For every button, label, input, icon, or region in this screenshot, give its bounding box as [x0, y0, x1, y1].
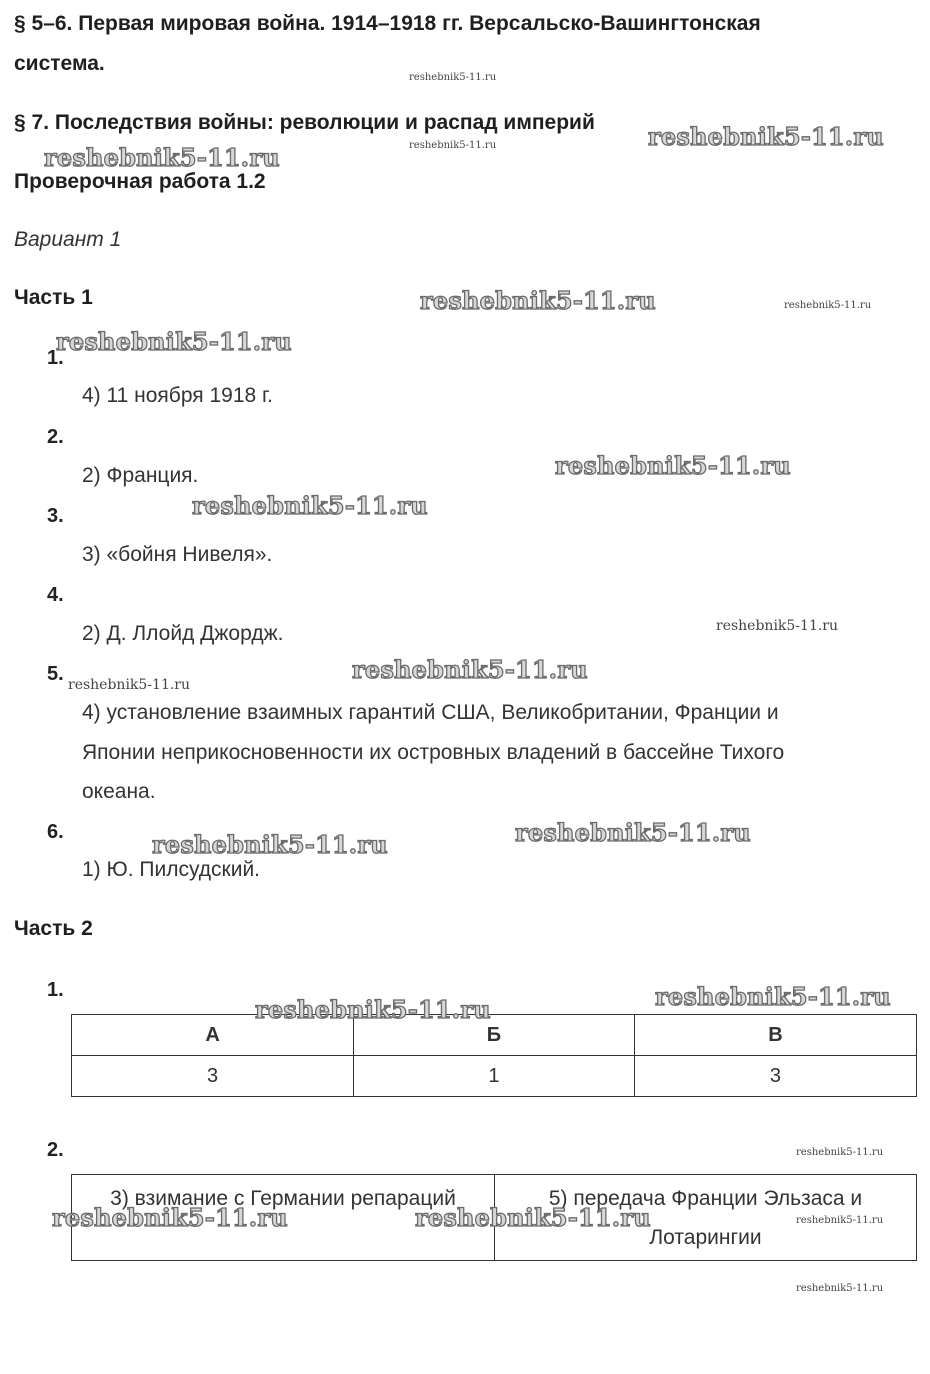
watermark: reshebnik5-11.ru — [555, 451, 791, 480]
table-cell: 3 — [72, 1056, 354, 1097]
table-header-row — [72, 1015, 917, 1056]
watermark: reshebnik5-11.ru — [352, 655, 588, 684]
answer-text: 3) «бойня Нивеля». — [82, 543, 273, 566]
watermark: reshebnik5-11.ru — [420, 286, 656, 315]
table-cell: 3 — [634, 1056, 916, 1097]
answer-line: Японии неприкосновенности их островных владений в бассейне Тихого — [82, 740, 785, 764]
watermark: reshebnik5-11.ru — [52, 1203, 288, 1232]
answer-text: 4) 11 ноября 1918 г. — [82, 384, 273, 407]
table-header-cell: А — [72, 1015, 354, 1056]
part1-heading: Часть 1 — [14, 286, 93, 309]
question-number: 4. — [47, 584, 64, 606]
section-heading-5-6-line1: § 5–6. Первая мировая война. 1914–1918 гг. Версальско-Вашингтонская — [14, 12, 761, 35]
answer-text-multiline — [82, 693, 882, 812]
watermark-small: reshebnik5-11.ru — [409, 140, 497, 151]
watermark: reshebnik5-11.ru — [192, 491, 428, 520]
question-number: 3. — [47, 505, 64, 527]
watermark-small: reshebnik5-11.ru — [409, 72, 497, 83]
watermark: reshebnik5-11.ru — [655, 982, 891, 1011]
watermark: reshebnik5-11.ru — [515, 818, 751, 847]
answer-text: 2) Франция. — [82, 464, 199, 487]
table-header-cell: В — [634, 1015, 916, 1056]
answer-line: океана. — [82, 780, 156, 803]
answer-table-1 — [71, 1014, 917, 1097]
question-number: 1. — [47, 979, 64, 1001]
watermark-small: reshebnik5-11.ru — [716, 618, 839, 634]
cell-text: 3) взимание с Германии репараций — [110, 1187, 456, 1210]
watermark-small: reshebnik5-11.ru — [796, 1283, 884, 1294]
question-number: 2. — [47, 1139, 64, 1161]
watermark-small: reshebnik5-11.ru — [796, 1215, 884, 1226]
watermark-small: reshebnik5-11.ru — [784, 300, 872, 311]
question-number: 2. — [47, 426, 64, 448]
watermark: reshebnik5-11.ru — [152, 830, 388, 859]
watermark: reshebnik5-11.ru — [415, 1203, 651, 1232]
table-cell: 1 — [354, 1056, 635, 1097]
cell-text-line: Лотарингии — [649, 1226, 762, 1249]
section-heading-5-6-line2: система. — [14, 52, 105, 75]
answer-line: 4) установление взаимных гарантий США, Великобритании, Франции и — [82, 701, 779, 724]
answer-text: 1) Ю. Пилсудский. — [82, 858, 261, 881]
watermark: reshebnik5-11.ru — [648, 122, 884, 151]
variant-label: Вариант 1 — [14, 228, 122, 251]
watermark: reshebnik5-11.ru — [255, 995, 491, 1024]
watermark-small: reshebnik5-11.ru — [68, 677, 191, 693]
answer-text: 2) Д. Ллойд Джордж. — [82, 622, 284, 645]
watermark: reshebnik5-11.ru — [56, 327, 292, 356]
question-number: 1. — [47, 347, 64, 369]
watermark-small: reshebnik5-11.ru — [796, 1147, 884, 1158]
watermark: reshebnik5-11.ru — [44, 143, 280, 172]
table-header-cell: Б — [354, 1015, 635, 1056]
table-row — [72, 1056, 917, 1097]
question-number: 6. — [47, 821, 64, 843]
question-number: 5. — [47, 663, 64, 685]
section-heading-7: § 7. Последствия войны: революции и распад империй — [14, 111, 595, 134]
part2-heading: Часть 2 — [14, 917, 93, 940]
test-title: Проверочная работа 1.2 — [14, 170, 266, 193]
cell-text-line: 5) передача Франции Эльзаса и — [548, 1187, 863, 1210]
